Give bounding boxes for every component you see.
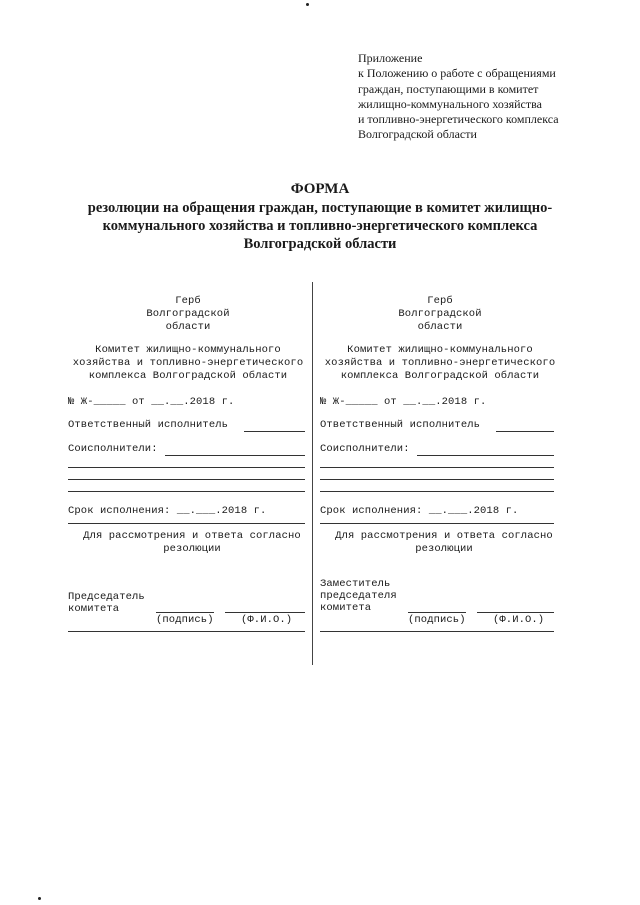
- coexecutors-line: [68, 479, 305, 480]
- coexecutors-line: [320, 467, 554, 468]
- committee-name: комплекса Волгоградской области: [88, 370, 288, 382]
- appendix-line: граждан, поступающими в комитет: [358, 81, 539, 96]
- resolution-text: резолюции: [415, 543, 473, 555]
- document-number-field: № Ж-_____ от __.__.2018 г.: [320, 396, 487, 408]
- coat-of-arms-label: Герб: [175, 295, 201, 307]
- appendix-line: жилищно-коммунального хозяйства: [358, 96, 542, 111]
- form-subtitle: [60, 199, 580, 253]
- committee-name: хозяйства и топливно-энергетического: [72, 357, 304, 369]
- coexecutors-label: Соисполнители:: [320, 443, 410, 455]
- coexecutors-line: [417, 455, 554, 456]
- signer-title: председателя: [320, 590, 397, 602]
- signature-line: [408, 612, 466, 613]
- coexecutors-label: Соисполнители:: [68, 443, 158, 455]
- signer-title: Заместитель: [320, 578, 391, 590]
- responsible-executor-label: Ответственный исполнитель: [68, 419, 229, 431]
- subtitle-line: резолюции на обращения граждан, поступающие в комитет жилищно-: [87, 200, 553, 216]
- coat-of-arms-label: области: [165, 321, 211, 333]
- signer-title: Председатель: [68, 591, 145, 603]
- name-line: [225, 612, 305, 613]
- deadline-rule: [320, 523, 554, 524]
- scan-dot-top: [306, 3, 309, 6]
- committee-name: Комитет жилищно-коммунального: [95, 344, 281, 356]
- resolution-text: резолюции: [163, 543, 221, 555]
- name-line: [477, 612, 554, 613]
- appendix-line: Приложение: [358, 51, 423, 65]
- resolution-text: Для рассмотрения и ответа согласно: [335, 530, 553, 542]
- responsible-executor-line: [244, 431, 305, 432]
- bottom-rule: [68, 631, 305, 632]
- coexecutors-line: [68, 491, 305, 492]
- committee-name: Комитет жилищно-коммунального: [347, 344, 533, 356]
- signer-title: комитета: [320, 602, 372, 614]
- document-number-field: № Ж-_____ от __.__.2018 г.: [68, 396, 235, 408]
- appendix-line: и топливно-энергетического комплекса: [358, 112, 559, 127]
- deadline-rule: [68, 523, 305, 524]
- subtitle-line: коммунального хозяйства и топливно-энергетического комплекса: [102, 218, 538, 234]
- coexecutors-line: [68, 467, 305, 468]
- committee-name: комплекса Волгоградской области: [340, 370, 540, 382]
- responsible-executor-line: [496, 431, 554, 432]
- form-title: ФОРМА: [290, 181, 350, 197]
- appendix-line: Волгоградской области: [358, 127, 477, 142]
- responsible-executor-label: Ответственный исполнитель: [320, 419, 481, 431]
- signature-line: [156, 612, 214, 613]
- deadline-field: Срок исполнения: __.___.2018 г.: [68, 505, 267, 517]
- coexecutors-line: [165, 455, 305, 456]
- signer-title: комитета: [68, 603, 120, 615]
- resolution-text: Для рассмотрения и ответа согласно: [83, 530, 301, 542]
- column-divider: [312, 282, 313, 665]
- coat-of-arms-label: Волгоградской: [146, 308, 230, 320]
- name-caption: (Ф.И.О.): [241, 614, 293, 626]
- coexecutors-line: [320, 491, 554, 492]
- scan-dot-bottom: [38, 897, 41, 900]
- coat-of-arms-label: Герб: [427, 295, 453, 307]
- signature-caption: (подпись): [408, 614, 466, 626]
- coat-of-arms-label: области: [417, 321, 463, 333]
- coexecutors-line: [320, 479, 554, 480]
- appendix-block: [358, 51, 559, 143]
- deadline-field: Срок исполнения: __.___.2018 г.: [320, 505, 519, 517]
- appendix-line: к Положению о работе с обращениями: [358, 66, 556, 81]
- committee-name: хозяйства и топливно-энергетического: [324, 357, 556, 369]
- name-caption: (Ф.И.О.): [493, 614, 545, 626]
- subtitle-line: Волгоградской области: [243, 236, 397, 252]
- bottom-rule: [320, 631, 554, 632]
- coat-of-arms-label: Волгоградской: [398, 308, 482, 320]
- signature-caption: (подпись): [156, 614, 214, 626]
